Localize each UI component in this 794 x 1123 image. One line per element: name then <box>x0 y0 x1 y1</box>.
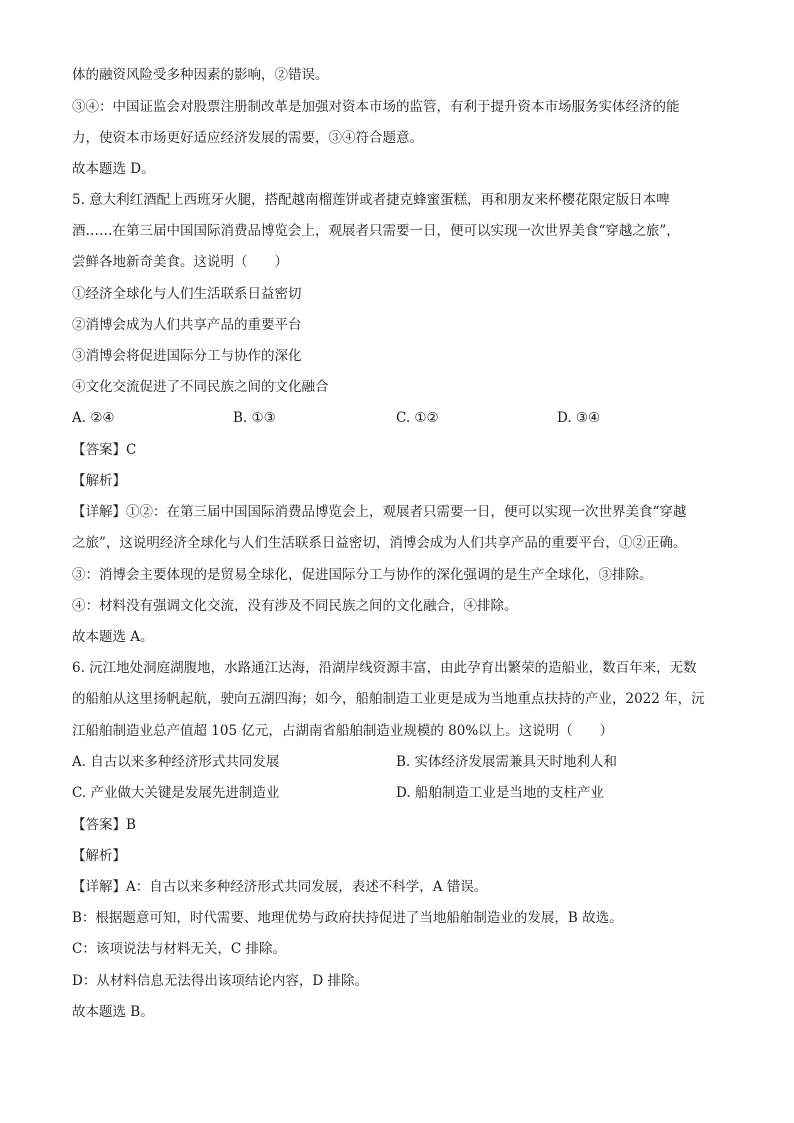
analysis-text: 【详解】①②：在第三届中国国际消费品博览会上，观展者只需要一日，便可以实现一次世界美食“穿越 <box>72 504 687 520</box>
analysis-text: ③：消博会主要体现的是贸易全球化，促进国际分工与协作的深化强调的是生产全球化，③排除。 <box>72 567 653 583</box>
question-5-option-c: C. ①② <box>396 410 439 426</box>
text-line: 力，使资本市场更好适应经济发展的需要，③④符合题意。 <box>72 130 423 146</box>
statement-item: ①经济全球化与人们生活联系日益密切 <box>72 286 302 302</box>
question-6-option-a: A. 自古以来多种经济形式共同发展 <box>72 754 280 770</box>
analysis-text: 之旅”，这说明经济全球化与人们生活联系日益密切，消博会成为人们共享产品的重要平台，①②正确。 <box>72 535 687 551</box>
question-6-stem: 江船舶制造业总产值超 105 亿元，占湖南省船舶制造业规模的 80%以上。这说明（ ） <box>72 723 614 739</box>
statement-item: ④文化交流促进了不同民族之间的文化融合 <box>72 379 329 395</box>
conclusion-line: 故本题选 D。 <box>72 161 155 177</box>
question-5-stem: 酒……在第三届中国国际消费品博览会上，观展者只需要一日，便可以实现一次世界美食“穿越之旅”， <box>72 223 680 239</box>
question-5-option-b: B. ①③ <box>233 410 276 426</box>
analysis-text: B：根据题意可知，时代需要、地理优势与政府扶持促进了当地船舶制造业的发展，B 故选。 <box>72 910 623 926</box>
conclusion-line: 故本题选 A。 <box>72 629 154 645</box>
analysis-text: C：该项说法与材料无关，C 排除。 <box>72 941 286 957</box>
statement-item: ②消博会成为人们共享产品的重要平台 <box>72 317 302 333</box>
answer-label: 【答案】C <box>72 442 137 458</box>
question-5-stem: 尝鲜各地新奇美食。这说明（ ） <box>72 254 288 270</box>
question-5-option-a: A. ②④ <box>72 410 115 426</box>
statement-item: ③消博会将促进国际分工与协作的深化 <box>72 348 302 364</box>
answer-label: 【答案】B <box>72 817 136 833</box>
analysis-label: 【解析】 <box>72 473 126 489</box>
analysis-text: D：从材料信息无法得出该项结论内容，D 排除。 <box>72 973 368 989</box>
question-6-option-d: D. 船舶制造工业是当地的支柱产业 <box>396 785 604 801</box>
analysis-text: 【详解】A：自古以来多种经济形式共同发展，表述不科学，A 错误。 <box>72 879 488 895</box>
question-6-option-b: B. 实体经济发展需兼具天时地利人和 <box>396 754 618 770</box>
conclusion-line: 故本题选 B。 <box>72 1004 154 1020</box>
question-6-option-c: C. 产业做大关键是发展先进制造业 <box>72 785 280 801</box>
text-line: ③④：中国证监会对股票注册制改革是加强对资本市场的监管，有利于提升资本市场服务实体经济的能 <box>72 99 680 115</box>
analysis-text: ④：材料没有强调文化交流，没有涉及不同民族之间的文化融合，④排除。 <box>72 598 518 614</box>
question-6-stem: 的船舶从这里扬帆起航，驶向五湖四海；如今，船舶制造工业更是成为当地重点扶持的产业，2022 年，沅 <box>72 691 705 707</box>
question-5-stem: 5. 意大利红酒配上西班牙火腿，搭配越南榴莲饼或者捷克蜂蜜蛋糕，再和朋友来杯樱花限定版日本啤 <box>72 192 670 208</box>
question-5-option-d: D. ③④ <box>557 410 601 426</box>
text-line: 体的融资风险受多种因素的影响，②错误。 <box>72 67 329 83</box>
analysis-label: 【解析】 <box>72 848 126 864</box>
question-6-stem: 6. 沅江地处洞庭湖腹地，水路通江达海，沿湖岸线资源丰富，由此孕育出繁荣的造船业，数百年来，无数 <box>72 660 697 676</box>
